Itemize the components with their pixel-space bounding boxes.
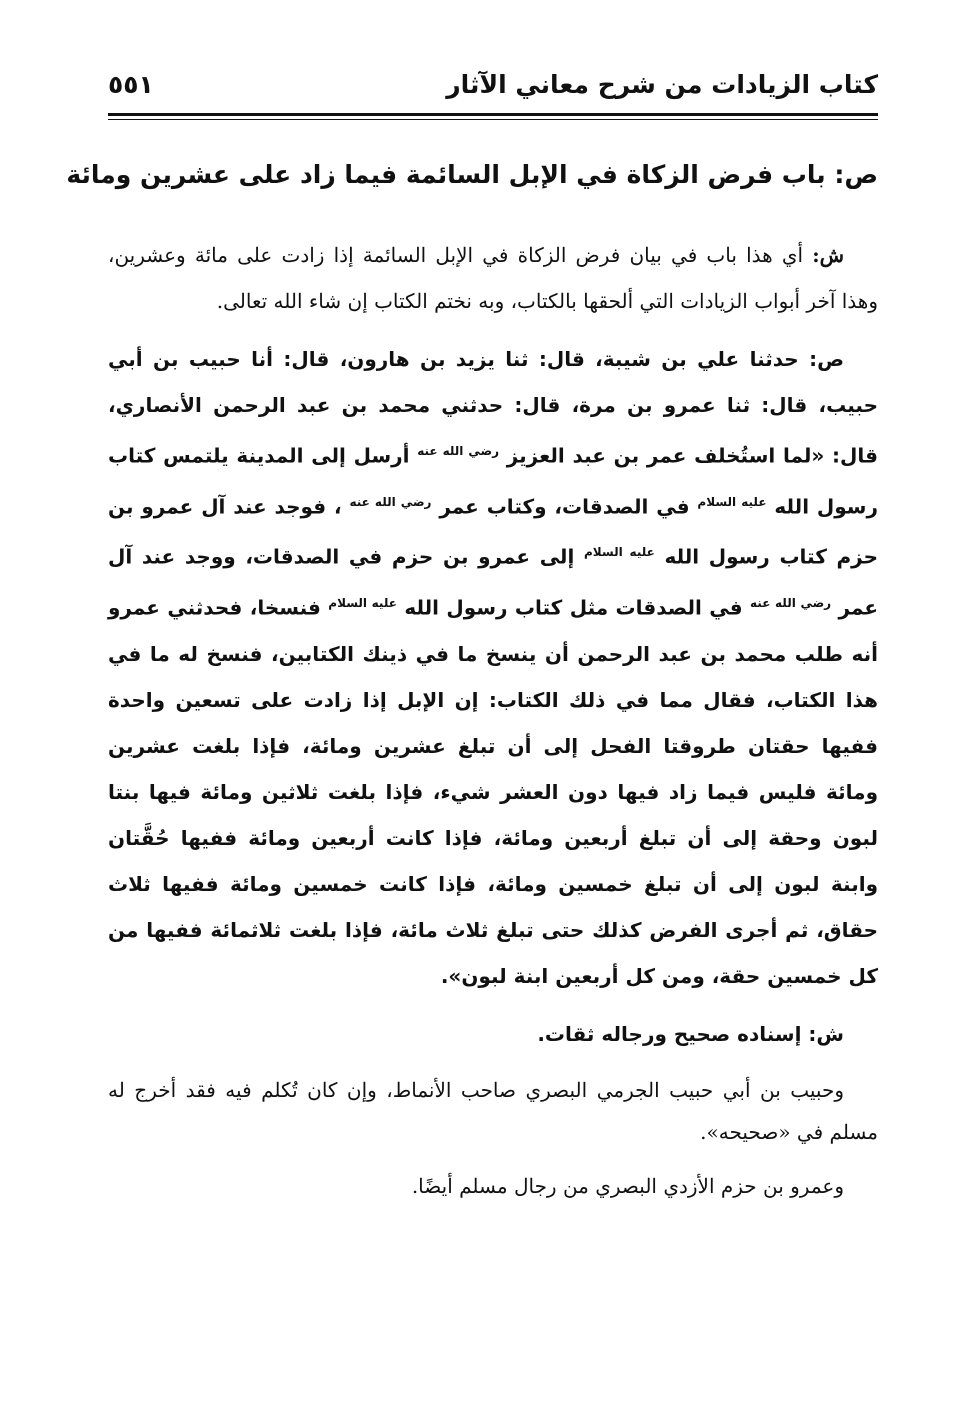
- honorific-mark: رضي الله عنه: [417, 444, 499, 458]
- header-rule-thin: [108, 119, 878, 120]
- hadith-text: في الصدقات، وكتاب عمر: [439, 494, 690, 519]
- hadith-text: حدثنا علي بن شيبة، قال: ثنا يزيد بن هارون، قال: أنا حبيب بن أبي حبيب، قال: ثنا عمرو بن مرة، قال: حدثني محمد بن عبد الرحمن الأنصاري، قال: «لما استُخلف عمر بن عبد العزيز: [108, 347, 879, 468]
- honorific-mark: عليه السلام: [697, 494, 767, 509]
- honorific-mark: رضي الله عنه: [750, 595, 832, 610]
- honorific-mark: رضي الله عنه: [349, 494, 432, 509]
- page-body: [108, 232, 878, 1207]
- header-rule-thick: [108, 113, 878, 116]
- hadith-paragraph: [108, 336, 878, 999]
- commentary-paragraph: [108, 1011, 878, 1057]
- chapter-title: ص: باب فرض الزكاة في الإبل السائمة فيما زاد على عشرين ومائة: [66, 160, 878, 189]
- hadith-text: فنسخا، فحدثني عمرو أنه طلب محمد بن عبد الرحمن أن ينسخ ما في ذينك الكتابين، فنسخ له ما في هذا الكتاب، فقال مما في ذلك الكتاب: إن الإبل إذا زادت على تسعين واحدة ففيها حقتان طروقتا الفحل إلى أن تبلغ عشرين ومائة، فإذا بلغت عشرين ومائة فليس فيما زاد فيها دون العشر شيء، فإذا بلغت ثلاثين ومائة فيها بنتا لبون وحقة إلى أن تبلغ أربعين ومائة، فإذا كانت أربعين ومائة ففيها حُقَّتان وابنة لبون إلى أن تبلغ خمسين ومائة، فإذا كانت خمسين ومائة ففيها ثلاث حقاق، ثم أجرى الفرض كذلك حتى تبلغ ثلاث مائة، فإذا بلغت ثلاثمائة ففيها من كل خمسين حقة، ومن كل أربعين ابنة لبون».: [108, 595, 878, 988]
- commentary-text: إسناده صحيح ورجاله ثقات.: [537, 1021, 802, 1046]
- honorific-mark: عليه السلام: [328, 595, 397, 610]
- hadith-marker: ص:: [809, 347, 844, 371]
- page-number: ٥٥١: [108, 70, 154, 99]
- hadith-text: إلى عمرو بن حزم في الصدقات، ووجد عند آل عمر: [108, 544, 879, 620]
- hadith-text: ، فوجد عند آل عمرو بن حزم كتاب رسول الله: [108, 494, 878, 569]
- note-paragraph: وحبيب بن أبي حبيب الجرمي البصري صاحب الأنماط، وإن كان تُكلم فيه فقد أخرج له مسلم في «صحيحه».: [108, 1077, 878, 1144]
- commentary-marker: ش:: [808, 1021, 844, 1046]
- page-header: [108, 70, 878, 110]
- note-paragraph: وعمرو بن حزم الأزدي البصري من رجال مسلم أيضًا.: [411, 1173, 844, 1198]
- commentary-text: أي هذا باب في بيان فرض الزكاة في الإبل السائمة إذا زادت على مائة وعشرين، وهذا آخر أبواب الزيادات التي ألحقها بالكتاب، وبه نختم الكتاب إن شاء الله تعالى.: [108, 243, 878, 313]
- book-title: كتاب الزيادات من شرح معاني الآثار: [446, 70, 878, 99]
- honorific-mark: عليه السلام: [583, 545, 655, 560]
- hadith-text: أرسل إلى المدينة يلتمس كتاب رسول الله: [108, 443, 878, 519]
- hadith-text: في الصدقات مثل كتاب رسول الله: [404, 595, 743, 620]
- commentary-paragraph: [108, 232, 878, 324]
- commentary-marker: ش:: [812, 243, 845, 267]
